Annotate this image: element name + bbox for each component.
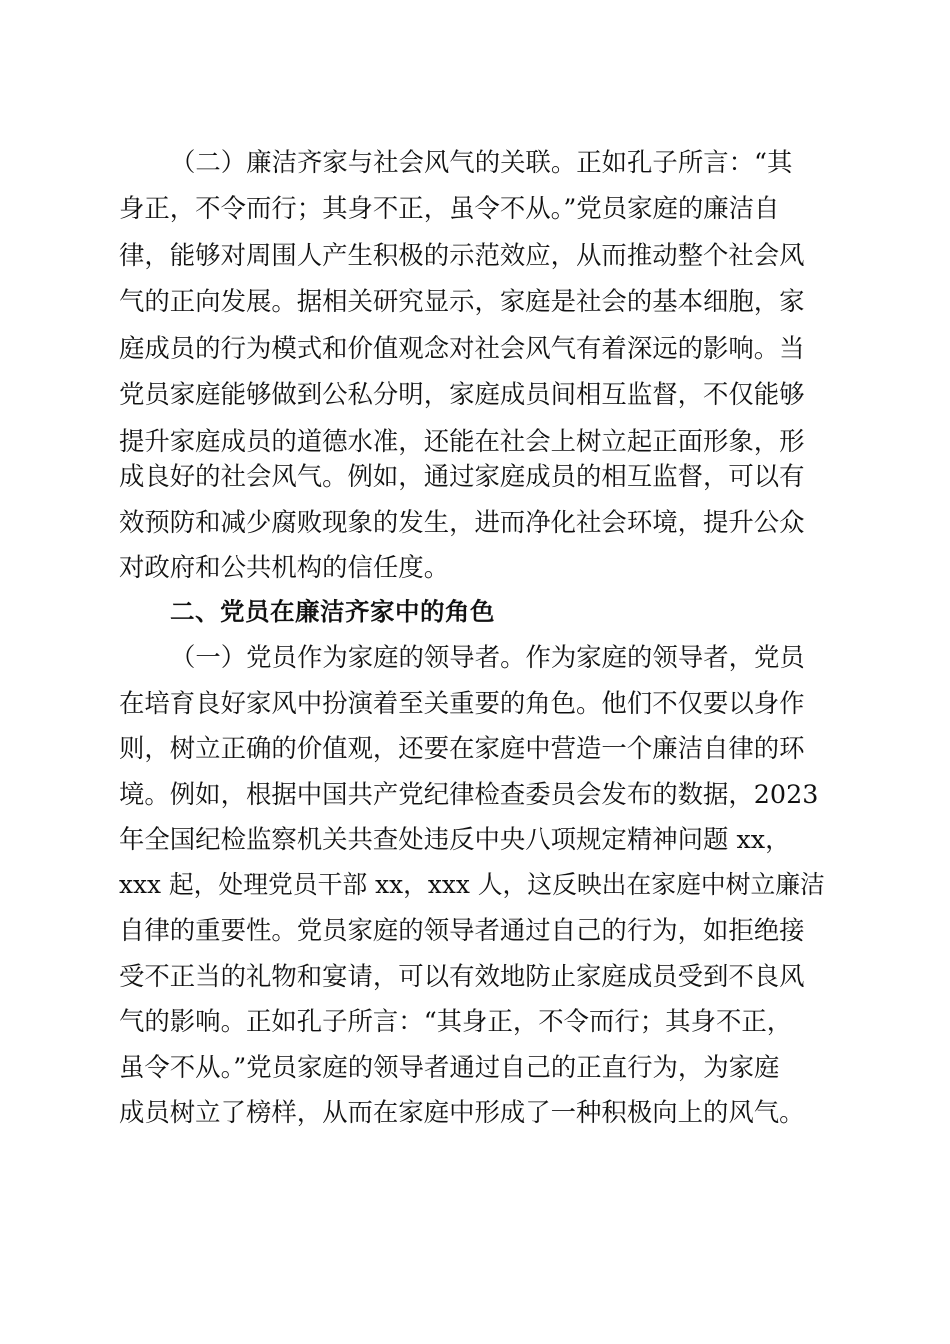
paragraph-line: 提升家庭成员的道德水准，还能在社会上树立起正面形象，形 <box>119 426 805 456</box>
paragraph-line: （一）党员作为家庭的领导者。作为家庭的领导者，党员 <box>170 642 805 672</box>
paragraph-line: 庭成员的行为模式和价值观念对社会风气有着深远的影响。当 <box>119 333 805 363</box>
paragraph-line: 受不正当的礼物和宴请，可以有效地防止家庭成员受到不良风 <box>119 961 805 991</box>
paragraph-line: 气的影响。正如孔子所言：“其身正，不令而行；其身不正， <box>119 1006 793 1036</box>
paragraph-line: 境。例如，根据中国共产党纪律检查委员会发布的数据，2023 <box>119 779 819 809</box>
paragraph-line: 对政府和公共机构的信任度。 <box>119 552 450 582</box>
paragraph-line: 则，树立正确的价值观，还要在家庭中营造一个廉洁自律的环 <box>119 733 805 763</box>
paragraph-line: 在培育良好家风中扮演着至关重要的角色。他们不仅要以身作 <box>119 688 805 718</box>
paragraph-line: 律，能够对周围人产生积极的示范效应，从而推动整个社会风 <box>119 240 805 270</box>
paragraph-line: 年全国纪检监察机关共查处违反中央八项规定精神问题 xx， <box>119 824 791 854</box>
paragraph-line: 气的正向发展。据相关研究显示，家庭是社会的基本细胞，家 <box>119 286 805 316</box>
paragraph-line: （二）廉洁齐家与社会风气的关联。正如孔子所言：“其 <box>170 147 793 177</box>
paragraph-line: xxx 起，处理党员干部 xx，xxx 人，这反映出在家庭中树立廉洁 <box>119 870 825 899</box>
paragraph-line: 身正，不令而行；其身不正，虽令不从。”党员家庭的廉洁自 <box>119 193 780 223</box>
paragraph-line: 自律的重要性。党员家庭的领导者通过自己的行为，如拒绝接 <box>119 915 805 945</box>
paragraph-line: 成良好的社会风气。例如，通过家庭成员的相互监督，可以有 <box>119 461 805 491</box>
paragraph-line: 效预防和减少腐败现象的发生，进而净化社会环境，提升公众 <box>119 507 805 537</box>
paragraph-line: 虽令不从。”党员家庭的领导者通过自己的正直行为，为家庭 <box>119 1052 780 1082</box>
paragraph-line: 成员树立了榜样，从而在家庭中形成了一种积极向上的风气。 <box>119 1097 805 1127</box>
paragraph-line: 党员家庭能够做到公私分明，家庭成员间相互监督，不仅能够 <box>119 379 805 409</box>
section-heading: 二、党员在廉洁齐家中的角色 <box>170 597 495 626</box>
